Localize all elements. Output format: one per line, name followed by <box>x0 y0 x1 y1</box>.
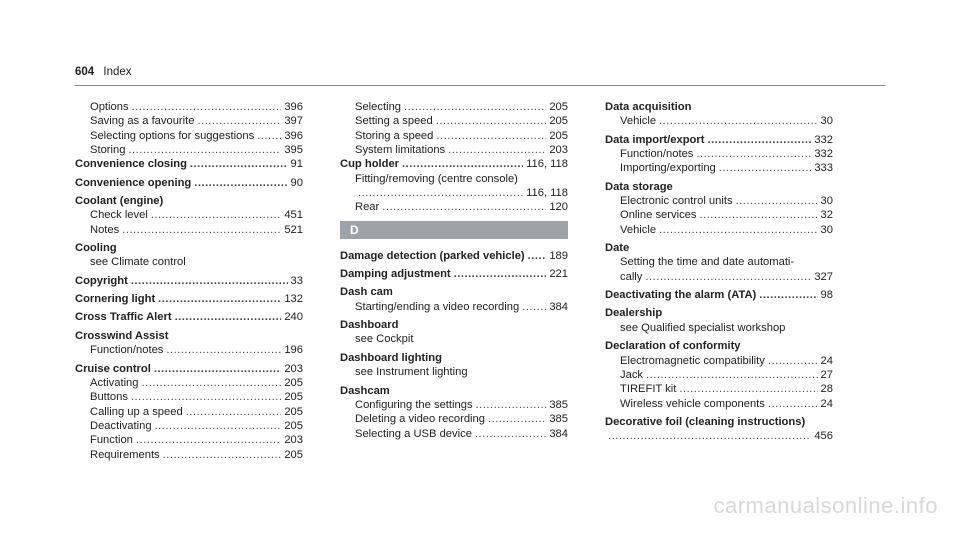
index-term <box>605 100 833 114</box>
index-subterm <box>75 255 303 269</box>
index-entry <box>340 100 568 114</box>
leader-dots <box>155 419 282 433</box>
leader-dots <box>186 405 282 419</box>
leader-dots <box>158 292 281 306</box>
index-subterm <box>75 100 303 114</box>
index-label: Copyright <box>75 274 128 287</box>
page-reference: 116, 118 <box>526 187 568 200</box>
index-term <box>605 306 833 320</box>
index-subterm <box>340 412 568 426</box>
index-label: Function <box>90 434 133 447</box>
leader-dots <box>528 249 547 263</box>
index-subterm <box>75 419 303 433</box>
index-subterm <box>75 448 303 462</box>
page-reference: 91 <box>290 158 303 171</box>
index-label: Deactivating <box>90 419 152 432</box>
leader-dots <box>768 354 818 368</box>
page-reference: 30 <box>820 195 833 208</box>
leader-dots <box>404 100 546 114</box>
leader-dots <box>154 362 281 376</box>
index-label: Cruise control <box>75 362 151 375</box>
page-reference: 384 <box>549 300 568 313</box>
index-label: Declaration of conformity <box>605 340 741 353</box>
index-subterm <box>605 114 833 128</box>
page-reference: 32 <box>820 209 833 222</box>
index-label: Saving as a favourite <box>90 115 195 128</box>
index-label: see Instrument lighting <box>355 366 468 379</box>
leader-dots <box>608 429 811 443</box>
index-label: Dealership <box>605 307 663 320</box>
index-term <box>605 339 833 353</box>
index-label: Deactivating the alarm (ATA) <box>605 289 757 302</box>
leader-dots <box>679 382 817 396</box>
index-entry <box>605 415 833 444</box>
leader-dots <box>719 161 812 175</box>
section-title: Index <box>103 66 132 78</box>
leader-dots <box>190 157 288 171</box>
page-reference: 327 <box>814 270 833 283</box>
index-subterm <box>75 129 303 143</box>
index-entry <box>605 241 833 284</box>
index-entry <box>75 329 303 358</box>
index-subterm <box>605 194 833 208</box>
leader-dots <box>488 412 546 426</box>
index-label: Storing <box>90 144 126 157</box>
page-reference: 456 <box>814 430 833 443</box>
index-label: Calling up a speed <box>90 405 183 418</box>
index-entry <box>75 292 303 306</box>
index-entry <box>75 157 303 171</box>
index-term <box>340 384 568 398</box>
page-reference: 205 <box>284 391 303 404</box>
leader-dots <box>476 398 547 412</box>
index-entry <box>605 100 833 129</box>
index-term <box>605 133 833 147</box>
index-subterm <box>605 270 833 284</box>
leader-dots <box>699 208 817 222</box>
index-term <box>605 241 833 255</box>
index-entry <box>340 129 568 143</box>
leader-dots <box>382 200 546 214</box>
index-entry <box>75 100 303 114</box>
index-column-3 <box>605 100 833 448</box>
index-label: Vehicle <box>620 115 657 128</box>
page-reference: 27 <box>820 368 833 381</box>
index-subterm <box>340 200 568 214</box>
index-label: Coolant (engine) <box>75 195 164 208</box>
leader-dots <box>166 343 281 357</box>
index-label: Data import/export <box>605 133 705 146</box>
index-label: cally <box>620 270 643 283</box>
leader-dots <box>436 114 547 128</box>
index-label: Activating <box>90 376 139 389</box>
index-label: Convenience opening <box>75 176 192 189</box>
index-label: Damping adjustment <box>340 268 451 281</box>
page-reference: 221 <box>549 268 568 281</box>
leader-dots <box>122 223 281 237</box>
index-column-2 <box>340 100 568 445</box>
index-label: Selecting a USB device <box>355 427 472 440</box>
index-term <box>75 241 303 255</box>
leader-dots <box>163 448 282 462</box>
leader-dots <box>436 129 546 143</box>
index-label: Storing a speed <box>355 129 434 142</box>
page-reference: 396 <box>284 129 303 142</box>
index-label: System limitations <box>355 144 446 157</box>
page-reference: 203 <box>549 144 568 157</box>
page-reference: 205 <box>284 419 303 432</box>
index-term <box>75 274 303 288</box>
index-subterm <box>75 343 303 357</box>
index-entry <box>75 274 303 288</box>
leader-dots <box>759 288 817 302</box>
index-subterm <box>75 390 303 404</box>
index-entry <box>605 180 833 237</box>
page-reference: 90 <box>290 176 303 189</box>
index-subterm <box>340 300 568 314</box>
index-label: Vehicle <box>620 223 657 236</box>
index-subterm <box>340 398 568 412</box>
index-term <box>340 351 568 365</box>
leader-dots <box>768 397 818 411</box>
index-entry <box>75 129 303 143</box>
index-subterm <box>75 208 303 222</box>
page-reference: 205 <box>549 101 568 113</box>
leader-dots <box>136 433 281 447</box>
leader-dots <box>696 147 811 161</box>
page-reference: 120 <box>549 201 568 214</box>
index-subterm <box>340 100 568 114</box>
page-reference: 132 <box>284 293 303 306</box>
index-term <box>75 310 303 324</box>
index-label: Cornering light <box>75 293 156 306</box>
page-reference: 521 <box>284 223 303 236</box>
index-entry <box>605 133 833 176</box>
index-label: Requirements <box>90 448 160 461</box>
index-subterm: Fitting/removing (centre console) <box>355 172 518 185</box>
page-number: 604 <box>75 66 95 78</box>
leader-dots <box>707 133 811 147</box>
page-reference: 205 <box>549 115 568 128</box>
leader-dots <box>131 274 288 288</box>
index-term <box>75 329 303 343</box>
leader-dots <box>194 176 287 190</box>
leader-dots <box>142 376 282 390</box>
leader-dots <box>358 186 523 200</box>
index-entry <box>75 241 303 270</box>
page-reference: 30 <box>820 223 833 236</box>
index-entry <box>75 194 303 237</box>
index-entry <box>340 384 568 441</box>
index-term <box>75 194 303 208</box>
page-reference: 332 <box>814 133 833 146</box>
index-label: Notes <box>90 223 120 236</box>
index-term <box>340 285 568 299</box>
section-letter: D <box>340 221 568 239</box>
index-entry <box>75 114 303 128</box>
index-subterm <box>75 114 303 128</box>
page-reference: 395 <box>284 144 303 157</box>
index-subterm <box>75 433 303 447</box>
index-subterm <box>340 365 568 379</box>
index-term <box>75 362 303 376</box>
index-label: Configuring the settings <box>355 398 473 411</box>
index-label: Damage detection (parked vehicle) <box>340 249 525 262</box>
index-label: Options <box>90 101 129 113</box>
index-label: Crosswind Assist <box>75 329 169 342</box>
leader-dots <box>175 310 282 324</box>
leader-dots <box>448 143 546 157</box>
index-term <box>75 157 303 171</box>
index-subterm <box>605 354 833 368</box>
leader-dots <box>151 208 282 222</box>
index-entry <box>340 318 568 347</box>
page-reference: 196 <box>284 344 303 357</box>
leader-dots <box>454 267 547 281</box>
index-label: Cross Traffic Alert <box>75 311 172 324</box>
index-subterm <box>340 114 568 128</box>
page-reference: 33 <box>290 274 303 287</box>
index-column-1 <box>75 100 303 466</box>
index-entry <box>75 310 303 324</box>
index-term <box>75 176 303 190</box>
index-term <box>605 415 833 429</box>
header-divider <box>75 85 885 86</box>
index-subterm <box>605 161 833 175</box>
index-label: Setting a speed <box>355 115 433 128</box>
index-label: Dashboard <box>340 319 399 332</box>
index-label: see Climate control <box>90 256 186 269</box>
index-entry <box>75 143 303 157</box>
index-subterm <box>340 427 568 441</box>
page-reference: 203 <box>284 362 303 375</box>
index-label: see Qualified specialist workshop <box>620 321 786 334</box>
index-entry <box>605 306 833 335</box>
index-subterm <box>605 147 833 161</box>
index-term <box>605 288 833 302</box>
leader-dots <box>646 368 818 382</box>
index-entry <box>605 288 833 302</box>
leader-dots <box>132 100 282 114</box>
page-reference: 189 <box>549 249 568 262</box>
index-label: Function/notes <box>620 148 694 161</box>
index-entry <box>340 267 568 281</box>
leader-dots <box>645 270 811 284</box>
index-label: Electronic control units <box>620 195 733 208</box>
index-entry <box>75 362 303 462</box>
page-reference: 385 <box>549 413 568 426</box>
index-label: Selecting <box>355 101 402 113</box>
leader-dots <box>402 157 523 171</box>
index-entry <box>340 143 568 157</box>
page-reference: 333 <box>814 162 833 175</box>
index-label: Buttons <box>90 391 128 404</box>
index-label: Data storage <box>605 180 673 193</box>
page-reference: 30 <box>820 115 833 128</box>
index-label: Dashboard lighting <box>340 351 442 364</box>
index-subterm <box>605 208 833 222</box>
leader-dots <box>257 129 281 143</box>
index-label: Cup holder <box>340 158 400 171</box>
index-subterm <box>75 223 303 237</box>
index-label: Jack <box>620 368 644 381</box>
index-subterm <box>605 368 833 382</box>
page-reference: 332 <box>814 148 833 161</box>
index-term <box>340 249 568 263</box>
index-subterm <box>605 321 833 335</box>
page-reference: 396 <box>284 101 303 113</box>
page-reference: 28 <box>820 383 833 396</box>
index-label: Cooling <box>75 242 117 255</box>
index-subterm <box>340 186 568 200</box>
index-label: Rear <box>355 201 380 214</box>
index-subterm <box>340 143 568 157</box>
index-entry <box>340 114 568 128</box>
index-term <box>340 157 568 171</box>
index-label: Online services <box>620 209 697 222</box>
index-label: Dashcam <box>340 384 390 397</box>
leader-dots <box>128 143 281 157</box>
index-label: Decorative foil (cleaning instructions) <box>605 415 806 428</box>
index-term <box>75 292 303 306</box>
index-label: Deleting a video recording <box>355 413 485 426</box>
index-label: Wireless vehicle components <box>620 397 765 410</box>
index-label: see Cockpit <box>355 333 414 346</box>
index-label: Electromagnetic compatibility <box>620 354 765 367</box>
index-entry <box>340 249 568 263</box>
page-reference: 451 <box>284 209 303 222</box>
page-reference: 98 <box>820 289 833 302</box>
index-term <box>340 267 568 281</box>
index-label: Function/notes <box>90 344 164 357</box>
page-reference: 397 <box>284 115 303 128</box>
leader-dots <box>522 300 546 314</box>
leader-dots <box>475 427 546 441</box>
page-reference: 116, 118 <box>526 158 568 171</box>
index-subterm <box>340 129 568 143</box>
page-reference: 24 <box>820 397 833 410</box>
index-subterm <box>605 397 833 411</box>
index-label: Check level <box>90 209 148 222</box>
index-subterm: Setting the time and date automati- <box>620 256 795 269</box>
index-term <box>605 180 833 194</box>
index-subterm <box>605 223 833 237</box>
index-subterm <box>605 429 833 443</box>
page-reference: 205 <box>284 405 303 418</box>
leader-dots <box>659 223 817 237</box>
page-reference: 385 <box>549 398 568 411</box>
index-subterm <box>75 143 303 157</box>
index-entry <box>340 157 568 214</box>
index-term <box>340 318 568 332</box>
index-entry <box>605 339 833 411</box>
index-subterm <box>340 332 568 346</box>
index-label: Dash cam <box>340 286 393 299</box>
index-label: Selecting options for suggestions <box>90 129 255 142</box>
index-subterm <box>605 382 833 396</box>
page-reference: 203 <box>284 434 303 447</box>
index-label: Starting/ending a video recording <box>355 300 520 313</box>
index-label: Importing/exporting <box>620 162 716 175</box>
index-entry <box>340 351 568 380</box>
index-entry <box>75 176 303 190</box>
index-subterm <box>75 405 303 419</box>
page-reference: 24 <box>820 354 833 367</box>
watermark: carmanualsonline.info <box>713 493 938 518</box>
page-header <box>75 66 132 78</box>
leader-dots <box>659 114 817 128</box>
page-reference: 205 <box>284 448 303 461</box>
page-reference: 384 <box>549 427 568 440</box>
page-reference: 205 <box>549 129 568 142</box>
index-label: Data acquisition <box>605 101 692 113</box>
leader-dots <box>131 390 281 404</box>
leader-dots <box>736 194 818 208</box>
index-label: TIREFIT kit <box>620 383 677 396</box>
index-entry <box>340 285 568 314</box>
index-subterm <box>75 376 303 390</box>
page-reference: 205 <box>284 376 303 389</box>
leader-dots <box>197 114 281 128</box>
index-label: Date <box>605 242 630 255</box>
page-reference: 240 <box>284 311 303 324</box>
index-label: Convenience closing <box>75 158 187 171</box>
